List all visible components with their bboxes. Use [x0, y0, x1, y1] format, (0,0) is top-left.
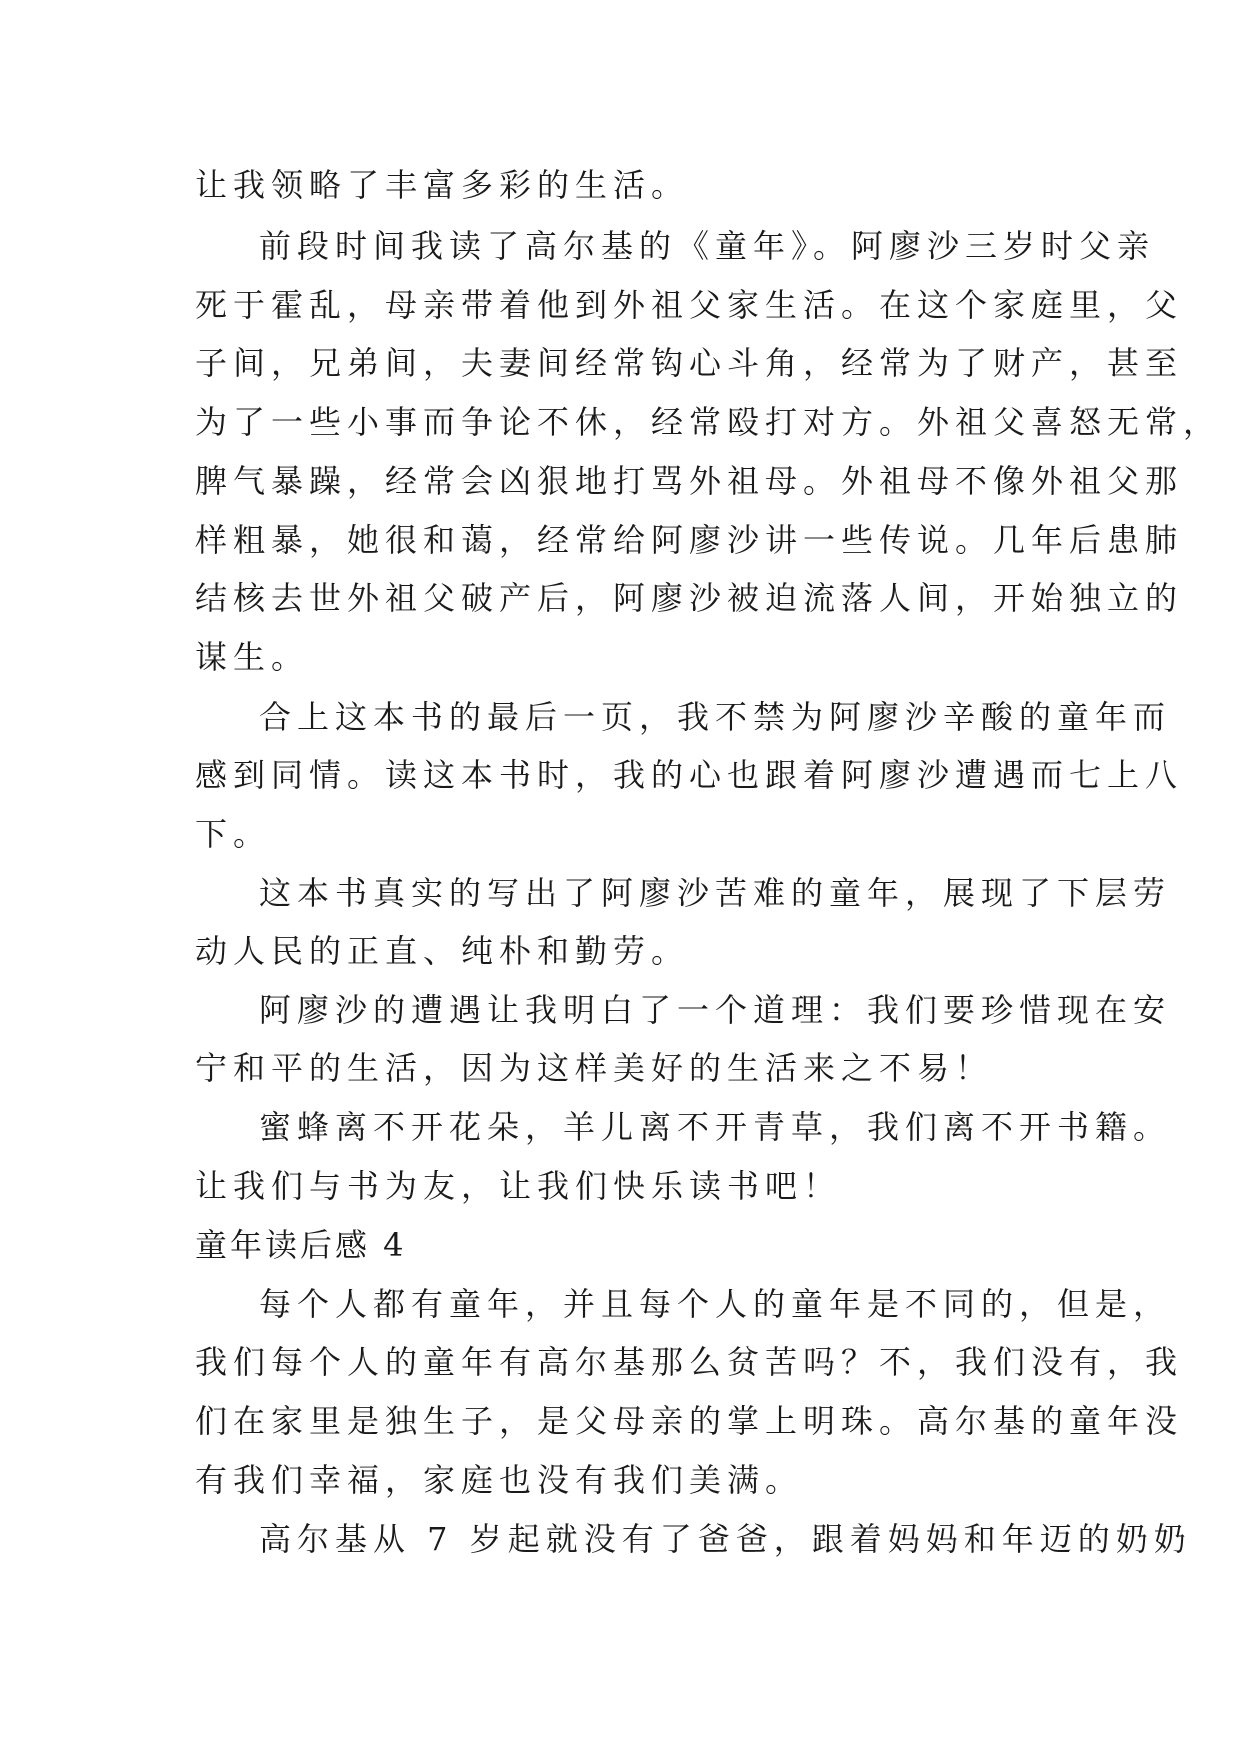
text-line: 动人民的正直、纯朴和勤劳。: [195, 932, 690, 970]
text-line: 感到同情。读这本书时，我的心也跟着阿廖沙遭遇而七上八: [195, 756, 1184, 794]
text-line: 脾气暴躁，经常会凶狠地打骂外祖母。外祖母不像外祖父那: [195, 462, 1184, 500]
paragraph-start-line: 每个人都有童年，并且每个人的童年是不同的，但是，: [259, 1285, 1172, 1323]
paragraph-start-line: 蜜蜂离不开花朵，羊儿离不开青草，我们离不开书籍。: [259, 1108, 1172, 1146]
text-line: 我们每个人的童年有高尔基那么贫苦吗？不，我们没有，我: [195, 1343, 1184, 1381]
text-line: 让我们与书为友，让我们快乐读书吧！: [195, 1167, 842, 1205]
paragraph-start-line: 前段时间我读了高尔基的《童年》。阿廖沙三岁时父亲: [259, 227, 1156, 265]
paragraph-start-line: 高尔基从 7 岁起就没有了爸爸，跟着妈妈和年迈的奶奶: [259, 1520, 1192, 1558]
text-line: 结核去世外祖父破产后，阿廖沙被迫流落人间，开始独立的: [195, 579, 1184, 617]
paragraph-start-line: 这本书真实的写出了阿廖沙苦难的童年，展现了下层劳: [259, 874, 1172, 912]
text-line: 样粗暴，她很和蔼，经常给阿廖沙讲一些传说。几年后患肺: [195, 521, 1184, 559]
text-line: 谋生。: [195, 638, 310, 676]
text-line: 下。: [195, 815, 272, 853]
text-line: 宁和平的生活，因为这样美好的生活来之不易！: [195, 1049, 994, 1087]
text-line: 子间，兄弟间，夫妻间经常钩心斗角，经常为了财产，甚至: [195, 344, 1184, 382]
text-line: 有我们幸福，家庭也没有我们美满。: [195, 1461, 804, 1499]
paragraph-start-line: 合上这本书的最后一页，我不禁为阿廖沙辛酸的童年而: [259, 698, 1172, 736]
text-line: 们在家里是独生子，是父母亲的掌上明珠。高尔基的童年没: [195, 1402, 1184, 1440]
text-line: 让我领略了丰富多彩的生活。: [195, 166, 690, 204]
text-line: 死于霍乱，母亲带着他到外祖父家生活。在这个家庭里，父: [195, 286, 1184, 324]
paragraph-start-line: 阿廖沙的遭遇让我明白了一个道理：我们要珍惜现在安: [259, 991, 1172, 1029]
text-line: 为了一些小事而争论不休，经常殴打对方。外祖父喜怒无常，: [195, 403, 1222, 441]
section-heading: 童年读后感 4: [195, 1226, 407, 1264]
